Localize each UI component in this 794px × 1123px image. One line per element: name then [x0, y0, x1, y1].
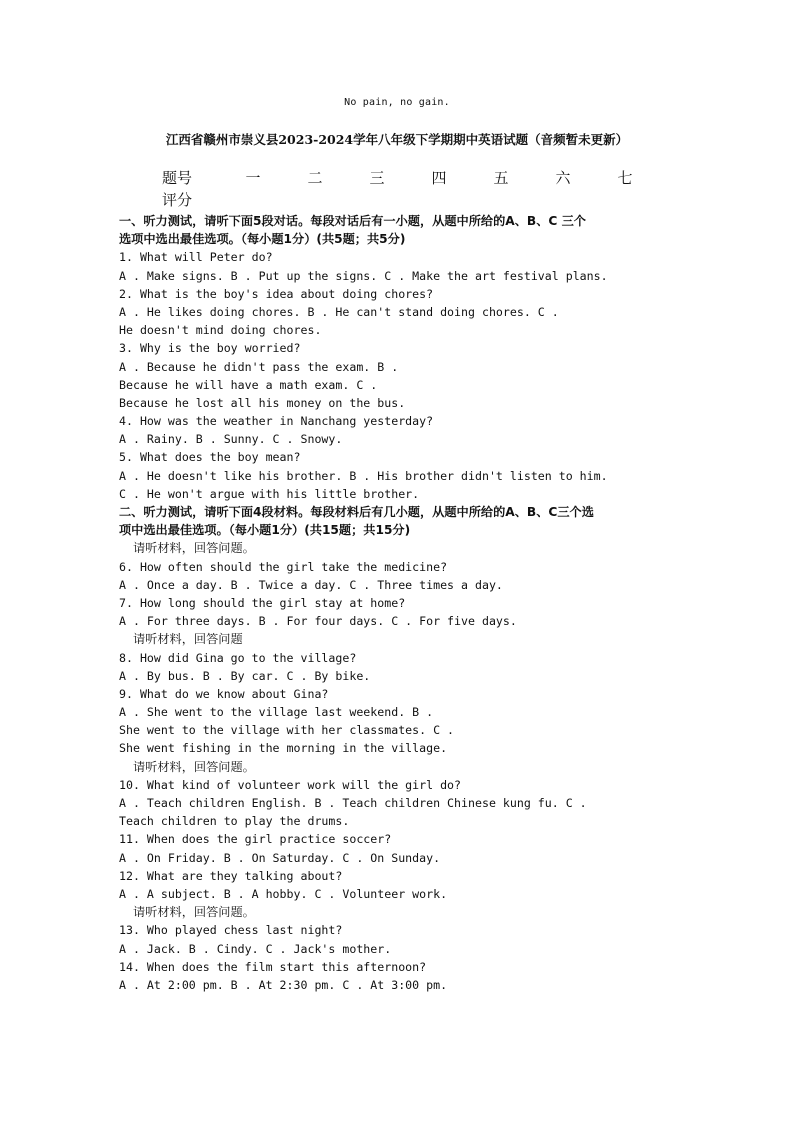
question-line: She went to the village with her classmates. C . — [119, 723, 455, 738]
score-table — [162, 166, 662, 210]
score-table-header-row — [162, 166, 662, 188]
question-line: 10. What kind of volunteer work will the girl do? — [119, 777, 462, 792]
question-line: A . By bus. B . By car. C . By bike. — [119, 668, 371, 683]
question-line: A . Teach children English. B . Teach children Chinese kung fu. C . — [119, 796, 587, 810]
score-col-2: 二 — [307, 168, 323, 187]
question-line: 5. What does the boy mean? — [119, 450, 301, 465]
score-col-6: 六 — [555, 168, 571, 187]
score-col-1: 一 — [245, 168, 261, 187]
section-heading: 一、听力测试，请听下面5段对话。每段对话后有一小题，从题中所给的A、B、C 三个 — [119, 214, 586, 228]
question-line: She went fishing in the morning in the village. — [119, 741, 448, 756]
question-number-label: 题号 — [162, 168, 193, 187]
question-line: A . On Friday. B . On Saturday. C . On Sunday. — [119, 850, 441, 865]
question-line: A . A subject. B . A hobby. C . Volunteer work. — [119, 886, 448, 901]
question-line: A . At 2:00 pm. B . At 2:30 pm. C . At 3:00 pm. — [119, 977, 448, 992]
section-heading: 二、听力测试，请听下面4段材料。每段材料后有几小题，从题中所给的A、B、C三个选 — [119, 505, 594, 519]
question-line: 9. What do we know about Gina? — [119, 686, 329, 701]
question-line: C . He won't argue with his little brother. — [119, 486, 420, 501]
page-motto: No pain, no gain. — [344, 97, 450, 108]
score-table-score-row — [162, 188, 662, 210]
score-col-7: 七 — [617, 168, 633, 187]
question-line: A . He likes doing chores. B . He can't stand doing chores. C . — [119, 304, 559, 319]
material-instruction: 请听材料，回答问题。 — [133, 541, 255, 556]
question-line: Teach children to play the drums. — [119, 814, 350, 829]
material-instruction: 请听材料，回答问题。 — [133, 759, 255, 774]
material-instruction: 请听材料，回答问题 — [133, 632, 243, 647]
question-line: 8. How did Gina go to the village? — [119, 650, 357, 665]
question-line: 13. Who played chess last night? — [119, 923, 343, 938]
score-col-4: 四 — [431, 168, 447, 187]
question-line: Because he will have a math exam. C . — [119, 377, 378, 392]
question-line: 2. What is the boy's idea about doing chores? — [119, 286, 434, 301]
question-line: A . She went to the village last weekend. B . — [119, 705, 434, 720]
question-line: A . Make signs. B . Put up the signs. C . Make the art festival plans. — [119, 268, 608, 283]
question-line: A . Jack. B . Cindy. C . Jack's mother. — [119, 941, 392, 956]
question-line: A . For three days. B . For four days. C . For five days. — [119, 614, 517, 629]
question-line: 12. What are they talking about? — [119, 868, 343, 883]
question-line: He doesn't mind doing chores. — [119, 323, 322, 338]
document-title: 江西省赣州市崇义县2023-2024学年八年级下学期期中英语试题（音频暂未更新） — [165, 132, 629, 147]
question-body — [119, 212, 679, 994]
score-col-5: 五 — [493, 168, 509, 187]
question-line: 14. When does the film start this afternoon? — [119, 959, 427, 974]
score-col-3: 三 — [369, 168, 385, 187]
question-line: A . Rainy. B . Sunny. C . Snowy. — [119, 432, 343, 447]
question-line: A . He doesn't like his brother. B . His brother didn't listen to him. — [119, 468, 608, 483]
section-heading: 选项中选出最佳选项。（每小题1分）(共5题；共5分) — [119, 232, 406, 247]
question-line: 1. What will Peter do? — [119, 250, 273, 265]
question-line: Because he lost all his money on the bus. — [119, 395, 406, 410]
question-line: 6. How often should the girl take the medicine? — [119, 559, 448, 574]
section-heading: 项中选出最佳选项。（每小题1分）(共15题；共15分) — [119, 523, 411, 538]
question-line: 7. How long should the girl stay at home? — [119, 595, 406, 610]
question-line: 11. When does the girl practice soccer? — [119, 832, 392, 847]
question-line: A . Because he didn't pass the exam. B . — [119, 359, 399, 374]
score-label: 评分 — [162, 190, 193, 209]
question-line: A . Once a day. B . Twice a day. C . Three times a day. — [119, 577, 503, 592]
question-line: 4. How was the weather in Nanchang yesterday? — [119, 414, 434, 429]
material-instruction: 请听材料，回答问题。 — [133, 905, 255, 920]
question-line: 3. Why is the boy worried? — [119, 341, 301, 356]
